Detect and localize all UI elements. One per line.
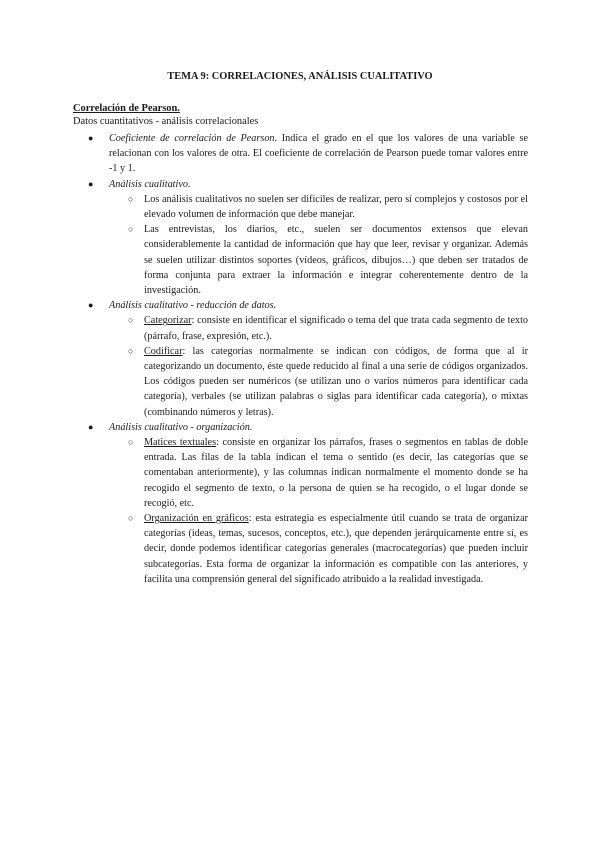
item-term: Análisis cualitativo - organización.	[109, 421, 253, 433]
section-heading: Correlación de Pearson.	[73, 103, 180, 114]
list-item-organization	[73, 420, 528, 435]
sub-bullet-icon: ○	[128, 513, 134, 524]
sub-item-term: Organización en gráficos	[144, 513, 249, 525]
item-term: Coeficiente de correlación de Pearson	[109, 133, 275, 144]
sub-bullet-icon: ○	[128, 224, 134, 235]
sub-item-text: : consiste en identificar el significado o tema del que trata cada segmento de texto (párrafo, frase, expresión, etc.).	[144, 315, 528, 342]
sub-bullet-icon: ○	[128, 193, 134, 204]
sub-item-term: Matices textuales	[144, 437, 217, 449]
item-term: Análisis cualitativo - reducción de datos.	[109, 300, 277, 312]
sub-item-term: Categorizar	[144, 315, 192, 327]
sub-item-categorizar	[73, 313, 528, 343]
list-item-data-reduction	[73, 298, 528, 313]
sub-item-text: Las entrevistas, los diarios, etc., suelen ser documentos extensos que elevan considerablemente la cantidad de información que hay que leer, revisar y organizar. Además se suelen utilizar distintos soportes (vídeos, gráficos, dibujos…) que deben ser tratados de forma conjunta para extraer la información e integrar coherentemente dentro de la investigación.	[144, 224, 528, 297]
section-subtitle: Datos cuantitativos - análisis correlacionales	[73, 116, 259, 127]
document-body	[73, 131, 528, 587]
sub-item-term: Codificar	[144, 345, 183, 357]
sub-item-codificar	[73, 344, 528, 420]
sub-item-text: Los análisis cualitativos no suelen ser difíciles de realizar, pero sí complejos y costosos por el elevado volumen de información que debe manejar.	[144, 193, 528, 221]
list-item-qualitative-analysis	[73, 177, 528, 192]
sub-item-complexity	[73, 192, 528, 222]
item-term: Análisis cualitativo.	[109, 178, 191, 190]
sub-item-text: : las categorías normalmente se indican con códigos, de forma que al ir categorizando un documento, éste quede reducido al final a una serie de códigos organizados. Los códigos pueden ser numéricos (se utilizan uno o varios números para identificar cada categoría), verbales (se utilizan palabras o siglas para identificar cada categoría), o mixtas (combinando números y letras).	[144, 345, 528, 418]
page-title: TEMA 9: CORRELACIONES, ANÁLISIS CUALITATIVO	[167, 71, 433, 82]
bullet-icon: ●	[88, 300, 94, 311]
sub-item-text: : esta estrategia es especialmente útil cuando se trata de organizar categorías (ideas, temas, sucesos, conceptos, etc.), que dependen jerárquicamente entre sí, es decir, donde podemos identificar categorías generales (macrocategorías) que pueden incluir subcategorías. Esta forma de organizar la información es compatible con las anteriores, y facilita una comprensión general del significado atribuido a la realidad investigada.	[144, 513, 528, 585]
list-item-pearson-coefficient	[73, 131, 528, 177]
sub-item-organizacion-graficos	[73, 511, 528, 587]
bullet-icon: ●	[88, 421, 94, 432]
bullet-icon: ●	[88, 178, 94, 189]
item-text: . Indica el grado en el que los valores de una variable se relacionan con los valores de otra. El coeficiente de correlación de Pearson puede tomar valores entre -1 y 1.	[109, 133, 528, 175]
sub-bullet-icon: ○	[128, 345, 134, 356]
bullet-icon: ●	[88, 133, 94, 143]
sub-item-matices-textuales	[73, 435, 528, 511]
sub-item-documents	[73, 222, 528, 298]
sub-bullet-icon: ○	[128, 315, 134, 326]
sub-bullet-icon: ○	[128, 437, 134, 448]
sub-item-text: : consiste en organizar los párrafos, frases o segmentos en tablas de doble entrada. Las filas de la tabla indican el tema o sentido (es decir, las categorías que se comentaban anteriormente), y las columnas indican normalmente el momento donde se ha recogido el segmento de texto, o la persona de quien se ha recogido, o el lugar donde se recogió, etc.	[144, 437, 528, 509]
